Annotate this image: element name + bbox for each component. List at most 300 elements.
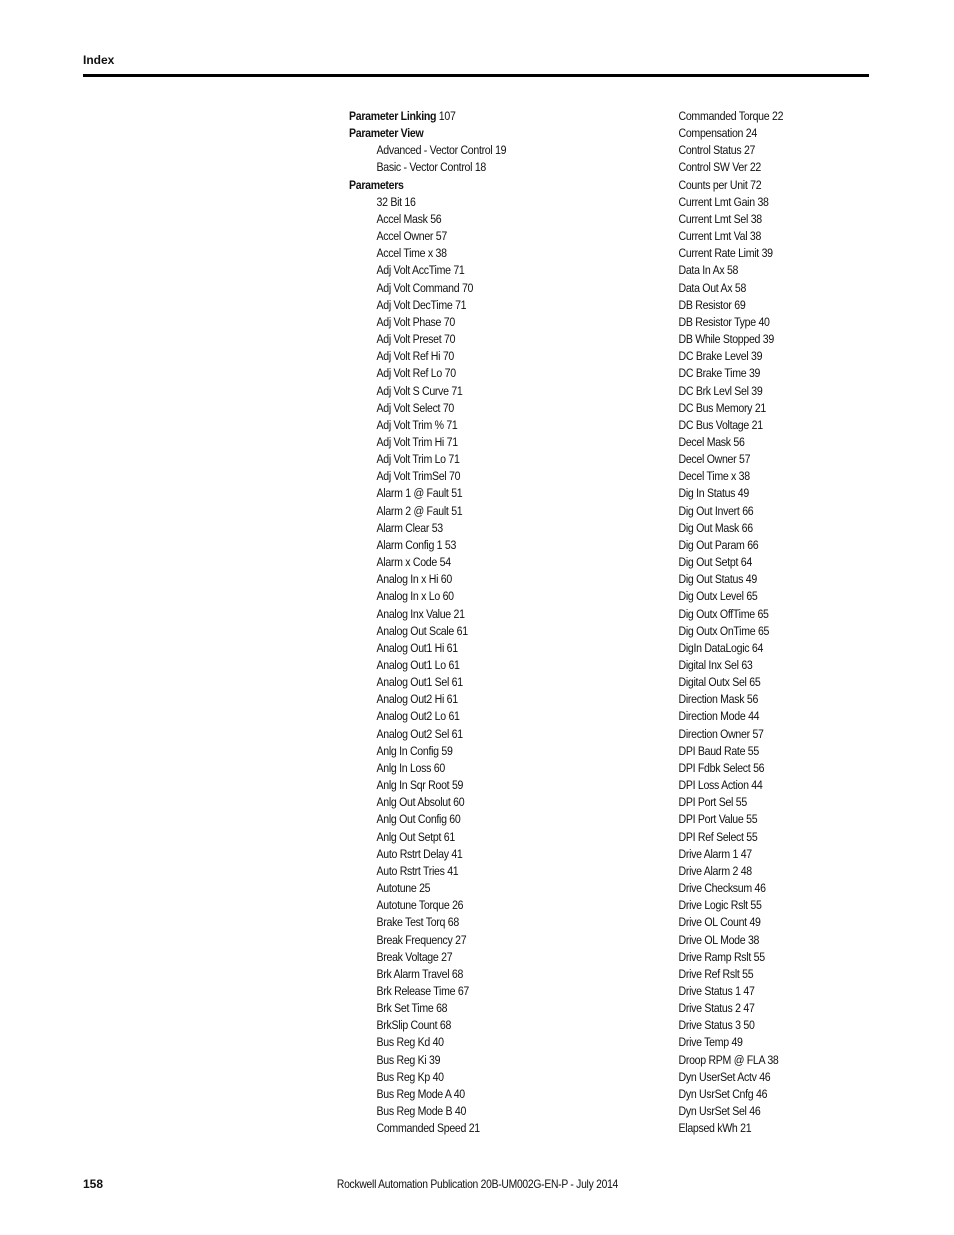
index-term: Drive OL Mode xyxy=(678,932,746,947)
page-reference: 49 xyxy=(745,572,757,587)
index-term: Direction Mode xyxy=(678,709,746,724)
index-entry xyxy=(651,760,866,777)
index-term: Drive Ref Rslt xyxy=(678,966,740,981)
index-entry xyxy=(349,451,598,468)
page-reference: 55 xyxy=(747,743,759,758)
index-entry xyxy=(651,949,866,966)
index-entry xyxy=(349,417,598,434)
index-entry xyxy=(349,966,598,983)
index-entry xyxy=(349,159,598,176)
page-reference: 27 xyxy=(441,949,453,964)
page-reference: 49 xyxy=(737,486,749,501)
index-term: DPI Port Value xyxy=(678,812,744,827)
index-entry xyxy=(349,657,598,674)
page-reference: 21 xyxy=(740,1121,752,1136)
page-reference: 63 xyxy=(741,658,753,672)
page-reference: 48 xyxy=(740,863,752,878)
page-reference: 46 xyxy=(749,1104,761,1119)
index-entry xyxy=(651,708,866,725)
index-entry xyxy=(651,245,866,262)
page-reference: 38 xyxy=(757,194,769,209)
index-entry xyxy=(651,726,866,743)
index-term: Analog In x Hi xyxy=(376,572,439,587)
index-term: Dig Outx OffTime xyxy=(678,606,755,621)
index-entry xyxy=(349,949,598,966)
index-entry xyxy=(651,280,866,297)
page-reference: 70 xyxy=(443,314,455,329)
index-term: Current Lmt Val xyxy=(678,229,748,244)
index-term: Analog Out2 Sel xyxy=(376,726,450,741)
page-reference: 54 xyxy=(439,555,451,570)
page-number: 158 xyxy=(83,1177,104,1191)
page-reference: 40 xyxy=(453,1086,465,1101)
index-term: Analog Out Scale xyxy=(376,623,455,638)
publication-footer xyxy=(0,1177,954,1191)
index-term: Adj Volt Preset xyxy=(376,332,442,347)
page-reference: 57 xyxy=(738,452,751,467)
page-reference: 55 xyxy=(735,795,747,810)
page-reference: 64 xyxy=(740,555,752,570)
index-entry xyxy=(651,554,866,571)
page-reference: 16 xyxy=(404,194,416,209)
index-term: Bus Reg Kd xyxy=(376,1035,430,1050)
index-entry xyxy=(349,846,598,863)
index-entry xyxy=(349,365,598,382)
index-entry xyxy=(651,451,866,468)
index-entry xyxy=(651,743,866,760)
page-reference: 61 xyxy=(446,692,458,707)
index-term: Dig In Status xyxy=(678,486,736,501)
page-reference: 40 xyxy=(432,1069,444,1084)
index-term: Analog Out1 Hi xyxy=(376,640,445,655)
index-term: Anlg In Config xyxy=(376,743,439,758)
index-entry xyxy=(651,1052,866,1069)
index-entry xyxy=(651,468,866,485)
page-reference: 65 xyxy=(746,589,758,604)
index-term: Decel Mask xyxy=(678,434,731,449)
index-entry xyxy=(349,211,598,228)
page-reference: 70 xyxy=(444,332,456,347)
index-term: Control SW Ver xyxy=(678,160,748,175)
page-reference: 61 xyxy=(451,726,463,741)
index-entry xyxy=(349,468,598,485)
page-reference: 68 xyxy=(439,1018,452,1033)
page-reference: 71 xyxy=(448,452,460,467)
index-entry xyxy=(349,691,598,708)
index-term: DPI Fdbk Select xyxy=(678,760,751,775)
index-term: Adj Volt Ref Hi xyxy=(376,349,441,364)
page-reference: 67 xyxy=(457,983,469,998)
page-reference: 38 xyxy=(747,932,760,947)
index-entry xyxy=(651,108,866,125)
page-reference: 68 xyxy=(451,966,464,981)
page-reference: 24 xyxy=(745,126,757,141)
index-term: Analog Inx Value xyxy=(376,606,451,621)
index-entry xyxy=(349,897,598,914)
index-entry xyxy=(349,520,598,537)
page-reference: 49 xyxy=(749,915,761,930)
index-entry xyxy=(651,125,866,142)
index-term: Dig Out Param xyxy=(678,537,745,552)
index-entry xyxy=(651,177,866,194)
index-entry xyxy=(651,606,866,623)
page-reference: 39 xyxy=(751,349,763,364)
page-reference: 70 xyxy=(449,469,461,484)
index-entry xyxy=(349,640,598,657)
index-entry xyxy=(651,159,866,176)
index-term: Parameters xyxy=(349,177,404,192)
index-entry xyxy=(349,383,598,400)
index-term: DC Brake Level xyxy=(678,349,749,364)
index-entry xyxy=(651,983,866,1000)
index-term: Auto Rstrt Delay xyxy=(376,846,449,861)
index-entry xyxy=(349,434,598,451)
page-reference: 56 xyxy=(746,692,759,707)
index-entry xyxy=(651,674,866,691)
page-reference: 27 xyxy=(455,932,467,947)
page-reference: 38 xyxy=(435,246,447,261)
index-term: DC Bus Memory xyxy=(678,400,753,415)
page-reference: 46 xyxy=(756,1086,768,1101)
page-reference: 65 xyxy=(757,606,769,621)
index-term: Bus Reg Ki xyxy=(376,1052,427,1067)
index-term: Compensation xyxy=(678,126,744,141)
index-entry xyxy=(651,1103,866,1120)
index-heading xyxy=(349,125,598,142)
index-term: Dig Out Invert xyxy=(678,503,740,518)
index-term: Anlg Out Config xyxy=(376,812,447,827)
index-term: Auto Rstrt Tries xyxy=(376,863,445,878)
page-reference: 66 xyxy=(747,537,759,552)
index-term: Drive Status 2 xyxy=(678,1001,741,1016)
index-term: DB While Stopped xyxy=(678,332,761,347)
index-entry xyxy=(651,503,866,520)
index-entry xyxy=(651,365,866,382)
index-term: Adj Volt Select xyxy=(376,400,441,415)
index-entry xyxy=(651,331,866,348)
index-term: Anlg Out Absolut xyxy=(376,795,451,810)
page-reference: 60 xyxy=(449,812,461,827)
page-reference: 61 xyxy=(448,709,460,724)
index-entry xyxy=(651,485,866,502)
page-reference: 55 xyxy=(750,898,762,913)
page-reference: 19 xyxy=(495,143,507,158)
index-term: Commanded Torque xyxy=(678,109,770,123)
index-entry xyxy=(349,314,598,331)
page-reference: 56 xyxy=(733,434,745,449)
page-reference: 25 xyxy=(419,881,431,896)
index-entry xyxy=(651,228,866,245)
page-reference: 65 xyxy=(749,675,761,690)
page-reference: 21 xyxy=(751,417,763,432)
index-term: Digital Inx Sel xyxy=(678,658,739,672)
index-term: Brake Test Torq xyxy=(376,915,446,930)
page-reference: 55 xyxy=(742,966,754,981)
index-term: Alarm Config 1 xyxy=(376,537,443,552)
index-term: Drive Checksum xyxy=(678,881,752,896)
index-term: Dig Out Mask xyxy=(678,520,739,535)
page-reference: 39 xyxy=(748,366,761,381)
index-entry xyxy=(651,914,866,931)
index-entry xyxy=(651,417,866,434)
page-reference: 41 xyxy=(451,846,463,861)
index-term: DPI Ref Select xyxy=(678,829,744,844)
page-reference: 64 xyxy=(751,640,764,655)
index-entry xyxy=(651,434,866,451)
index-term: Alarm x Code xyxy=(376,555,437,570)
index-entry xyxy=(349,297,598,314)
page-reference: 44 xyxy=(748,709,760,724)
index-entry xyxy=(651,571,866,588)
page-reference: 40 xyxy=(758,314,770,329)
index-entry xyxy=(349,554,598,571)
page-reference: 55 xyxy=(753,949,765,964)
page-reference: 38 xyxy=(749,229,762,244)
index-term: Dyn UsrSet Cnfg xyxy=(678,1086,754,1101)
index-entry xyxy=(349,623,598,640)
index-entry xyxy=(349,1052,598,1069)
index-heading xyxy=(349,177,598,194)
index-entry xyxy=(651,623,866,640)
index-term: Analog Out1 Sel xyxy=(376,675,450,690)
page-reference: 71 xyxy=(446,434,458,449)
index-term: Brk Alarm Travel xyxy=(376,966,450,981)
index-term: Alarm 1 @ Fault xyxy=(376,486,449,501)
page-reference: 61 xyxy=(448,658,460,672)
publication-text: Rockwell Automation Publication 20B-UM002G-EN-P - July 2014 xyxy=(336,1177,618,1191)
index-entry xyxy=(349,674,598,691)
index-term: Analog Out1 Lo xyxy=(376,658,446,672)
index-entry xyxy=(349,331,598,348)
index-entry xyxy=(349,228,598,245)
index-term: Control Status xyxy=(678,143,742,158)
index-entry xyxy=(349,485,598,502)
index-entry xyxy=(349,983,598,1000)
index-term: Adj Volt Phase xyxy=(376,314,442,329)
index-term: Drive Temp xyxy=(678,1035,729,1050)
page-reference: 70 xyxy=(444,366,456,381)
index-term: Drive Ramp Rslt xyxy=(678,949,751,964)
page-reference: 71 xyxy=(451,383,463,398)
index-term: Accel Mask xyxy=(376,211,428,226)
index-term: Break Frequency xyxy=(376,932,453,947)
index-entry xyxy=(651,777,866,794)
index-term: Drive Status 1 xyxy=(678,983,741,998)
page-reference: 40 xyxy=(454,1104,467,1119)
index-entry xyxy=(349,537,598,554)
page-reference: 56 xyxy=(430,211,442,226)
page-reference: 26 xyxy=(452,898,464,913)
page-reference: 66 xyxy=(741,520,753,535)
index-term: Drive Alarm 2 xyxy=(678,863,739,878)
page-reference: 46 xyxy=(759,1069,771,1084)
index-entry xyxy=(349,743,598,760)
index-term: DB Resistor xyxy=(678,297,732,312)
index-term: Drive OL Count xyxy=(678,915,747,930)
index-term: Drive Logic Rslt xyxy=(678,898,748,913)
index-entry xyxy=(651,863,866,880)
index-entry xyxy=(651,897,866,914)
index-entry xyxy=(349,262,598,279)
index-term: Analog Out2 Lo xyxy=(376,709,446,724)
index-term: 32 Bit xyxy=(376,194,402,209)
page-reference: 53 xyxy=(444,537,457,552)
page-reference: 60 xyxy=(442,589,454,604)
page-reference: 46 xyxy=(754,881,766,896)
index-term: Advanced - Vector Control xyxy=(376,143,493,158)
page-reference: 27 xyxy=(743,143,756,158)
index-term: Data Out Ax xyxy=(678,280,733,295)
index-entry xyxy=(349,348,598,365)
index-term: Commanded Speed xyxy=(376,1121,467,1136)
index-term: Bus Reg Mode A xyxy=(376,1086,452,1101)
index-entry xyxy=(349,194,598,211)
index-entry xyxy=(651,1000,866,1017)
index-term: Parameter View xyxy=(349,126,424,141)
index-term: Adj Volt Command xyxy=(376,280,460,295)
index-term: Decel Owner xyxy=(678,452,737,467)
index-term: Adj Volt TrimSel xyxy=(376,469,447,484)
index-term: Adj Volt S Curve xyxy=(376,383,449,398)
index-term: Adj Volt AccTime xyxy=(376,263,451,278)
page-reference: 47 xyxy=(743,983,755,998)
index-term: Counts per Unit xyxy=(678,177,748,192)
index-entry xyxy=(349,142,598,159)
page-reference: 65 xyxy=(757,623,770,638)
index-entry xyxy=(349,280,598,297)
page-reference: 47 xyxy=(743,1001,755,1016)
index-term: Adj Volt DecTime xyxy=(376,297,453,312)
index-term: Dig Outx OnTime xyxy=(678,623,756,638)
index-term: Dig Outx Level xyxy=(678,589,744,604)
index-term: Decel Time x xyxy=(678,469,737,484)
page-reference: 60 xyxy=(453,795,465,810)
index-term: Drive Status 3 xyxy=(678,1018,741,1033)
index-entry xyxy=(651,383,866,400)
index-term: Digital Outx Sel xyxy=(678,675,747,690)
index-term: DC Bus Voltage xyxy=(678,417,749,432)
page-reference: 71 xyxy=(446,417,458,432)
index-term: Alarm 2 @ Fault xyxy=(376,503,449,518)
index-entry xyxy=(349,503,598,520)
index-entry xyxy=(349,571,598,588)
page-reference: 39 xyxy=(762,332,774,347)
index-term: Elapsed kWh xyxy=(678,1121,738,1136)
page-reference: 21 xyxy=(453,606,465,621)
page-reference: 61 xyxy=(443,829,455,844)
page-reference: 55 xyxy=(746,829,758,844)
index-entry xyxy=(651,880,866,897)
index-entry xyxy=(651,297,866,314)
page-reference: 49 xyxy=(731,1035,743,1050)
page-reference: 107 xyxy=(438,109,456,123)
index-entry xyxy=(651,211,866,228)
index-entry xyxy=(349,777,598,794)
index-entry xyxy=(349,880,598,897)
index-heading xyxy=(349,108,598,125)
index-term: Adj Volt Ref Lo xyxy=(376,366,442,381)
index-term: Direction Mask xyxy=(678,692,745,707)
index-term: Dig Out Setpt xyxy=(678,555,739,570)
index-term: Adj Volt Trim % xyxy=(376,417,444,432)
index-term: DC Brake Time xyxy=(678,366,747,381)
index-entry xyxy=(349,794,598,811)
page-reference: 39 xyxy=(751,383,763,398)
index-term: Dig Out Status xyxy=(678,572,744,587)
index-entry xyxy=(349,1069,598,1086)
index-entry xyxy=(651,194,866,211)
index-term: DigIn DataLogic xyxy=(678,640,750,655)
index-term: Adj Volt Trim Hi xyxy=(376,434,444,449)
index-term: Bus Reg Mode B xyxy=(376,1104,453,1119)
index-entry xyxy=(651,966,866,983)
page-reference: 39 xyxy=(429,1052,441,1067)
index-term: Brk Release Time xyxy=(376,983,456,998)
page-reference: 44 xyxy=(751,778,763,793)
page-reference: 21 xyxy=(754,400,766,415)
page-reference: 51 xyxy=(451,503,463,518)
index-entry xyxy=(651,1120,866,1137)
index-term: Direction Owner xyxy=(678,726,750,741)
index-term: Autotune Torque xyxy=(376,898,450,913)
index-entry xyxy=(651,537,866,554)
index-entry xyxy=(651,400,866,417)
index-entry xyxy=(651,691,866,708)
index-term: Current Rate Limit xyxy=(678,246,759,261)
page-reference: 71 xyxy=(455,297,467,312)
page-reference: 38 xyxy=(767,1052,779,1067)
index-entry xyxy=(651,348,866,365)
index-entry xyxy=(651,657,866,674)
index-entry xyxy=(651,640,866,657)
index-term: Data In Ax xyxy=(678,263,725,278)
index-entry xyxy=(349,914,598,931)
index-entry xyxy=(651,262,866,279)
page-reference: 61 xyxy=(456,623,468,638)
index-entry xyxy=(349,400,598,417)
index-column-left xyxy=(349,108,639,1137)
page-reference: 70 xyxy=(442,400,455,415)
running-header: Index xyxy=(83,53,115,67)
page-reference: 60 xyxy=(440,572,452,587)
page-reference: 71 xyxy=(453,263,465,278)
index-entry xyxy=(349,1120,598,1137)
page-reference: 22 xyxy=(771,109,784,123)
index-entry xyxy=(349,1017,598,1034)
index-term: Analog In x Lo xyxy=(376,589,440,604)
index-entry xyxy=(349,1034,598,1051)
index-entry xyxy=(349,1103,598,1120)
index-term: DPI Port Sel xyxy=(678,795,734,810)
page-reference: 57 xyxy=(752,726,764,741)
page-reference: 72 xyxy=(750,177,762,192)
index-term: Current Lmt Sel xyxy=(678,211,749,226)
index-entry xyxy=(349,588,598,605)
index-term: Bus Reg Kp xyxy=(376,1069,430,1084)
index-term: Alarm Clear xyxy=(376,520,430,535)
index-entry xyxy=(651,142,866,159)
page-reference: 58 xyxy=(726,263,739,278)
index-entry xyxy=(349,863,598,880)
page-reference: 66 xyxy=(742,503,754,518)
page-reference: 21 xyxy=(468,1121,480,1136)
index-entry xyxy=(651,846,866,863)
page-reference: 68 xyxy=(436,1001,448,1016)
page-reference: 70 xyxy=(461,280,474,295)
index-term: DPI Loss Action xyxy=(678,778,749,793)
index-entry xyxy=(349,1086,598,1103)
page-reference: 38 xyxy=(738,469,750,484)
